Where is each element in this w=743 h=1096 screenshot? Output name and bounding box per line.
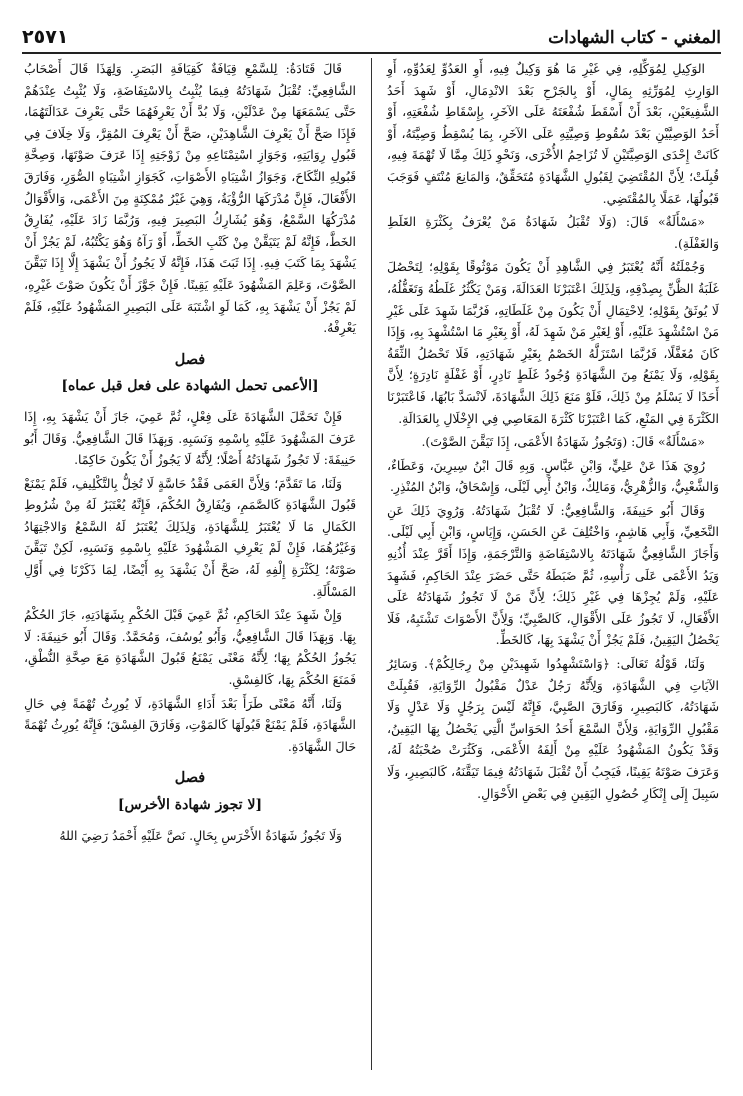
section-subtitle: [الأعمى تحمل الشهادة على فعل قبل عماه] <box>61 378 319 395</box>
paragraph: وَلَنَا، أَنَّهُ مَعْنًى طَرَأَ بَعْدَ أَدَاءِ الشَّهَادَةِ، لَا يُورِثُ تُهْمَةً فِي حَالِ الشَّهَادَةِ، فَلَمْ يَمْنَعْ قَبُولَهَا كَالمَوْتِ، وَفَارَقَ الفِسْقَ؛ فَإِنَّهُ يُورِثُ تُهْمَةً حَالَ الشَّهَادَةِ. <box>24 695 356 754</box>
page-number: ٢٥٧١ <box>22 26 69 48</box>
column-divider <box>371 58 372 1070</box>
paragraph: قَالَ قَتَادَةُ: لِلسَّمْعِ قِيَافَةٌ كَقِيَافَةِ البَصَرِ. وَلِهَذَا قَالَ أَصْحَابُ الشَّافِعِيِّ: تُقْبَلُ شَهَادَتُهُ فِيمَا يُثْبِتُ بِالاسْتِفَاضَةِ، وَلَا يُثْبِتُ عِنْدَهُمْ حَتَّى يَسْمَعَهَا مِنْ عَدْلَيْنِ، وَلَا بُدَّ أَنْ يَعْرِفَهُمَا حَتَّى يَعْرِفَ عَدَالَتَهُمَا، فَإِذَا صَحَّ أَنْ يَعْرِفَ الشَّاهِدَيْنِ، صَحَّ أَنْ يَعْرِفَ المُقِرَّ، وَلَا خِلَافَ فِي قَبُولِ رِوَايَتِهِ، وَجَوَازِ اسْتِمْتَاعِهِ مِنْ زَوْجَتِهِ إِذَا عَرَفَ صَوْتَهَا، وَصِحَّةِ قَبُولِهِ النِّكَاحَ، وَجَوَازُ اشْتِبَاهِ الأَصْوَاتِ، كَجَوَازِ اشْتِبَاهِ الصُّوَرِ، وَفَارَقَ الأَفْعَالَ، فَإِنَّ مُدْرَكَهَا الرُّؤْيَةُ، وَهِيَ غَيْرُ مُمْكِنَةٍ مِنَ الأَعْمَى، وَالأَقْوَالُ مُدْرَكُهَا السَّمْعُ، وَهُوَ يُشَارِكُ البَصِيرَ فِيهِ، وَرُبَّمَا زَادَ عَلَيْهِ، يُفَارِقُ الخَطَّ، فَإِنَّهُ لَمْ يَتَيَقَّنْ مِنْ كَتْبِ الخَطِّ، أَوْ رَآهُ وَهُوَ يَكْتُبُهُ، لَمْ يَجُزْ أَنْ يَشْهَدَ بِمَا كَتَبَ فِيهِ. إِذَا ثَبَتَ هَذَا، فَإِنَّهُ لَا يَجُوزُ أَنْ يَشْهَدَ إِلَّا إِذَا تَيَقَّنَ الصَّوْتَ، وَعَلِمَ المَشْهُودَ عَلَيْهِ يَقِينًا. فَإِنْ جَوَّزَ أَنْ يَكُونَ صَوْتَ غَيْرِهِ، لَمْ يَجُزْ أَنْ يَشْهَدَ بِهِ، كَمَا لَوِ اشْتَبَهَ عَلَى البَصِيرِ المَشْهُودُ عَلَيْهِ، فَلَمْ يَعْرِفْهُ. <box>24 61 356 336</box>
paragraph: فَإِنْ تَحَمَّلَ الشَّهَادَةَ عَلَى فِعْلٍ، ثُمَّ عَمِيَ، جَازَ أَنْ يَشْهَدَ بِهِ، إِذَا عَرَفَ المَشْهُودَ عَلَيْهِ بِاسْمِهِ وَنَسَبِهِ. وَبِهَذَا قَالَ الشَّافِعِيُّ. وَقَالَ أَبُو حَنِيفَةَ: لَا تَجُوزُ شَهَادَتُهُ أَصْلًا؛ لِأَنَّهُ لَا يَجُوزُ أَنْ يَكُونَ حَاكِمًا. <box>24 408 356 468</box>
paragraph: رُوِيَ هَذَا عَنْ عَلِيٍّ، وَابْنِ عَبَّاسٍ. وَبِهِ قَالَ ابْنُ سِيرِينَ، وَعَطَاءٌ، وَالشَّعْبِيُّ، وَالزُّهْرِيُّ، وَمَالِكٌ، وَابْنُ أَبِي لَيْلَى، وَإِسْحَاقُ، وَابْنُ المُنْذِرِ. <box>387 457 719 495</box>
paragraph: «مَسْأَلَةٌ» قَالَ: (وَلَا تُقْبَلُ شَهَادَةُ مَنْ يُعْرَفُ بِكَثْرَةِ الغَلَطِ وَالغَفْلَةِ). <box>387 214 719 251</box>
section-title: فصل <box>174 769 206 787</box>
section-title: فصل <box>174 350 206 368</box>
section-subtitle: [لا تجوز شهادة الأخرس] <box>117 797 263 813</box>
left-column <box>24 58 356 848</box>
right-column <box>387 58 719 806</box>
paragraph: وَلَنَا، قَوْلُهُ تَعَالَى: ﴿وَاسْتَشْهِدُوا شَهِيدَيْنِ مِنْ رِجَالِكُمْ﴾. وَسَائِرُ الآيَاتِ فِي الشَّهَادَةِ، وَلِأَنَّهُ رَجُلٌ عَدْلٌ مَقْبُولُ الرِّوَايَةِ، فَقُبِلَتْ شَهَادَتُهُ، كَالبَصِيرِ، وَفَارَقَ الصَّبِيَّ، فَإِنَّهُ لَيْسَ بِرَجُلٍ وَلَا عَدْلٍ وَلَا مَقْبُولِ الرِّوَايَةِ، وَلِأَنَّ السَّمْعَ أَحَدُ الحَوَاسِّ الَّتِي يَحْصُلُ بِهَا اليَقِينُ، وَقَدْ يَكُونُ المَشْهُودُ عَلَيْهِ مِنْ أَلِفَهُ الأَعْمَى، وَكَثُرَتْ صُحْبَتُهُ لَهُ، وَعَرَفَ صَوْتَهُ يَقِينًا، فَيَجِبُ أَنْ تُقْبَلَ شَهَادَتُهُ فِيمَا تَيَقَّنَهُ، كَالبَصِيرِ، وَلَا سَبِيلَ إِلَى إِنْكَارِ حُصُولِ اليَقِينِ فِي بَعْضِ الأَحْوَالِ. <box>387 656 719 801</box>
page-header <box>22 14 721 54</box>
paragraph: الوَكِيلِ لِمُوَكِّلِهِ، فِي غَيْرِ مَا هُوَ وَكِيلٌ فِيهِ، أَوِ العَدُوِّ لِعَدُوِّهِ، أَوِ الوَارِثِ لِمُوَرِّثِهِ بِمَالٍ، أَوْ بِالجَرْحِ بَعْدَ الانْدِمَالِ، أَوْ شَهِدَ أَحَدُ الشَّفِيعَيْنِ، بَعْدَ أَنْ أَسْقَطَ شُفْعَتَهُ عَلَى الآخَرِ، بِإِسْقَاطِ شُفْعَتِهِ، أَوْ أَحَدُ الوَصِيَّيْنِ بَعْدَ سُقُوطِ وَصِيَّتِهِ عَلَى الآخَرِ، بِمَا يُسْقِطُ وَصِيَّتَهُ، أَوْ كَانَتْ إِحْدَى الوَصِيَّتَيْنِ لَا تُزَاحِمُ الأُخْرَى، وَنَحْوِ ذَلِكَ مِمَّا لَا تُهْمَةَ فِيهِ، قُبِلَتْ؛ لِأَنَّ المُقْتَضِيَ لِقَبُولِ الشَّهَادَةِ مُتَحَقِّقٌ، وَالمَانِعَ مُنْتَفٍ فَوَجَبَ قَبُولُهَا، عَمَلًا بِالمُقْتَضِي. <box>387 61 719 206</box>
paragraph: وَلَنَا، مَا تَقَدَّمَ؛ وَلِأَنَّ العَمَى فَقْدُ حَاسَّةٍ لَا تُخِلُّ بِالتَّكْلِيفِ، فَلَمْ يَمْنَعْ قَبُولَ الشَّهَادَةِ كَالصَّمَمِ، وَيُفَارِقُ الحُكْمَ، فَإِنَّهُ يُعْتَبَرُ لَهُ مِنْ شُرُوطِ الكَمَالِ مَا لَا يُعْتَبَرُ لِلشَّهَادَةِ، وَلِذَلِكَ يُعْتَبَرُ لَهُ السَّمْعُ وَالاجْتِهَادُ وَغَيْرُهُمَا، فَإِنْ لَمْ يَعْرِفِ المَشْهُودَ عَلَيْهِ بِاسْمِهِ وَنَسَبِهِ، لَكِنْ تَيَقَّنَ صَوْتَهُ؛ لِكَثْرَةِ إِلْفِهِ لَهُ، صَحَّ أَنْ يَشْهَدَ بِهِ أَيْضًا، لِمَا ذَكَرْنَا فِي أَوَّلِ المَسْأَلَةِ. <box>24 475 356 599</box>
running-head: المغني - كتاب الشهادات <box>548 28 721 48</box>
paragraph: وَإِنْ شَهِدَ عِنْدَ الحَاكِمِ، ثُمَّ عَمِيَ قَبْلَ الحُكْمِ بِشَهَادَتِهِ، جَازَ الحُكْمُ بِهَا. وَبِهَذَا قَالَ الشَّافِعِيُّ، وَأَبُو يُوسُفَ، وَمُحَمَّدٌ. وَقَالَ أَبُو حَنِيفَةَ: لَا يَجُوزُ الحُكْمُ بِهَا؛ لِأَنَّهُ مَعْنًى يَمْنَعُ قَبُولَ الشَّهَادَةِ مَعَ صِحَّةِ النُّطْقِ، فَمَنَعَ الحُكْمَ بِهَا، كَالفِسْقِ. <box>24 607 356 688</box>
paragraph: وَقَالَ أَبُو حَنِيفَةَ، وَالشَّافِعِيُّ: لَا تُقْبَلُ شَهَادَتُهُ. وَرُوِيَ ذَلِكَ عَنِ النَّخَعِيِّ، وَأَبِي هَاشِمٍ، وَاخْتُلِفَ عَنِ الحَسَنِ، وَإِيَاسٍ، وَابْنِ أَبِي لَيْلَى. وَأَجَازَ الشَّافِعِيُّ شَهَادَتَهُ بِالاسْتِفَاضَةِ وَالتَّرْجَمَةِ، وَإِذَا أَقَرَّ عِنْدَ أُذُنِهِ وَيَدُ الأَعْمَى عَلَى رَأْسِهِ، ثُمَّ ضَبَطَهُ حَتَّى حَضَرَ عِنْدَ الحَاكِمِ، فَشَهِدَ عَلَيْهِ، وَلَمْ يُجِزْهَا فِي غَيْرِ ذَلِكَ؛ لِأَنَّ مَنْ لَا تَجُوزُ شَهَادَتُهُ عَلَى الأَفْعَالِ، لَا تَجُوزُ عَلَى الأَقْوَالِ، كَالصَّبِيِّ؛ وَلِأَنَّ الأَصْوَاتَ تَشْتَبِهُ، فَلَا يَحْصُلُ اليَقِينُ، فَلَمْ يَجُزْ أَنْ يَشْهَدَ بِهَا، كَالخَطِّ. <box>387 502 719 648</box>
paragraph: وَلَا تَجُوزُ شَهَادَةُ الأَخْرَسِ بِحَالٍ. نَصَّ عَلَيْهِ أَحْمَدُ رَضِيَ اللهُ <box>59 827 342 843</box>
paragraph: «مَسْأَلَةٌ» قَالَ: (وَتَجُوزُ شَهَادَةُ الأَعْمَى، إِذَا تَيَقَّنَ الصَّوْتَ). <box>421 434 705 450</box>
paragraph: وَجُمْلَتُهُ أَنَّهُ يُعْتَبَرُ فِي الشَّاهِدِ أَنْ يَكُونَ مَوْثُوقًا بِقَوْلِهِ؛ لِتَحْصُلَ غَلَبَةُ الظَّنِّ بِصِدْقِهِ، وَلِذَلِكَ اعْتَبَرْنَا العَدَالَةَ، وَمَنْ يَكْثُرُ غَلَطُهُ وَتَغَفُّلُهُ، لَا يُوثَقُ بِقَوْلِهِ؛ لِاحْتِمَالِ أَنْ يَكُونَ مِنْ غَلَطَاتِهِ، فَرُبَّمَا شَهِدَ عَلَى غَيْرِ مَنْ اسْتُشْهِدَ عَلَيْهِ، أَوْ لِغَيْرِ مَنْ شَهِدَ لَهُ، أَوْ بِغَيْرِ مَا اسْتُشْهِدَ بِهِ، وَإِذَا كَانَ مُغَفَّلًا، فَرُبَّمَا اسْتَزَلَّهُ الخَصْمُ بِغَيْرِ شَهَادَتِهِ، فَلَا تَحْصُلُ الثِّقَةُ بِقَوْلِهِ، وَلَا يَمْنَعُ مِنَ الشَّهَادَةِ وُجُودُ غَلَطٍ نَادِرٍ، أَوْ غَفْلَةٍ نَادِرَةٍ؛ لِأَنَّ أَحَدًا لَا يَسْلَمُ مِنْ ذَلِكَ، فَلَوْ مَنَعَ ذَلِكَ الشَّهَادَةَ، لَانْسَدَّ بَابُهَا، فَاعْتَبَرْنَا الكَثْرَةَ فِي المَنْعِ، كَمَا اعْتَبَرْنَا كَثْرَةَ المَعَاصِي فِي الإِخْلَالِ بِالعَدَالَةِ. <box>387 259 719 426</box>
